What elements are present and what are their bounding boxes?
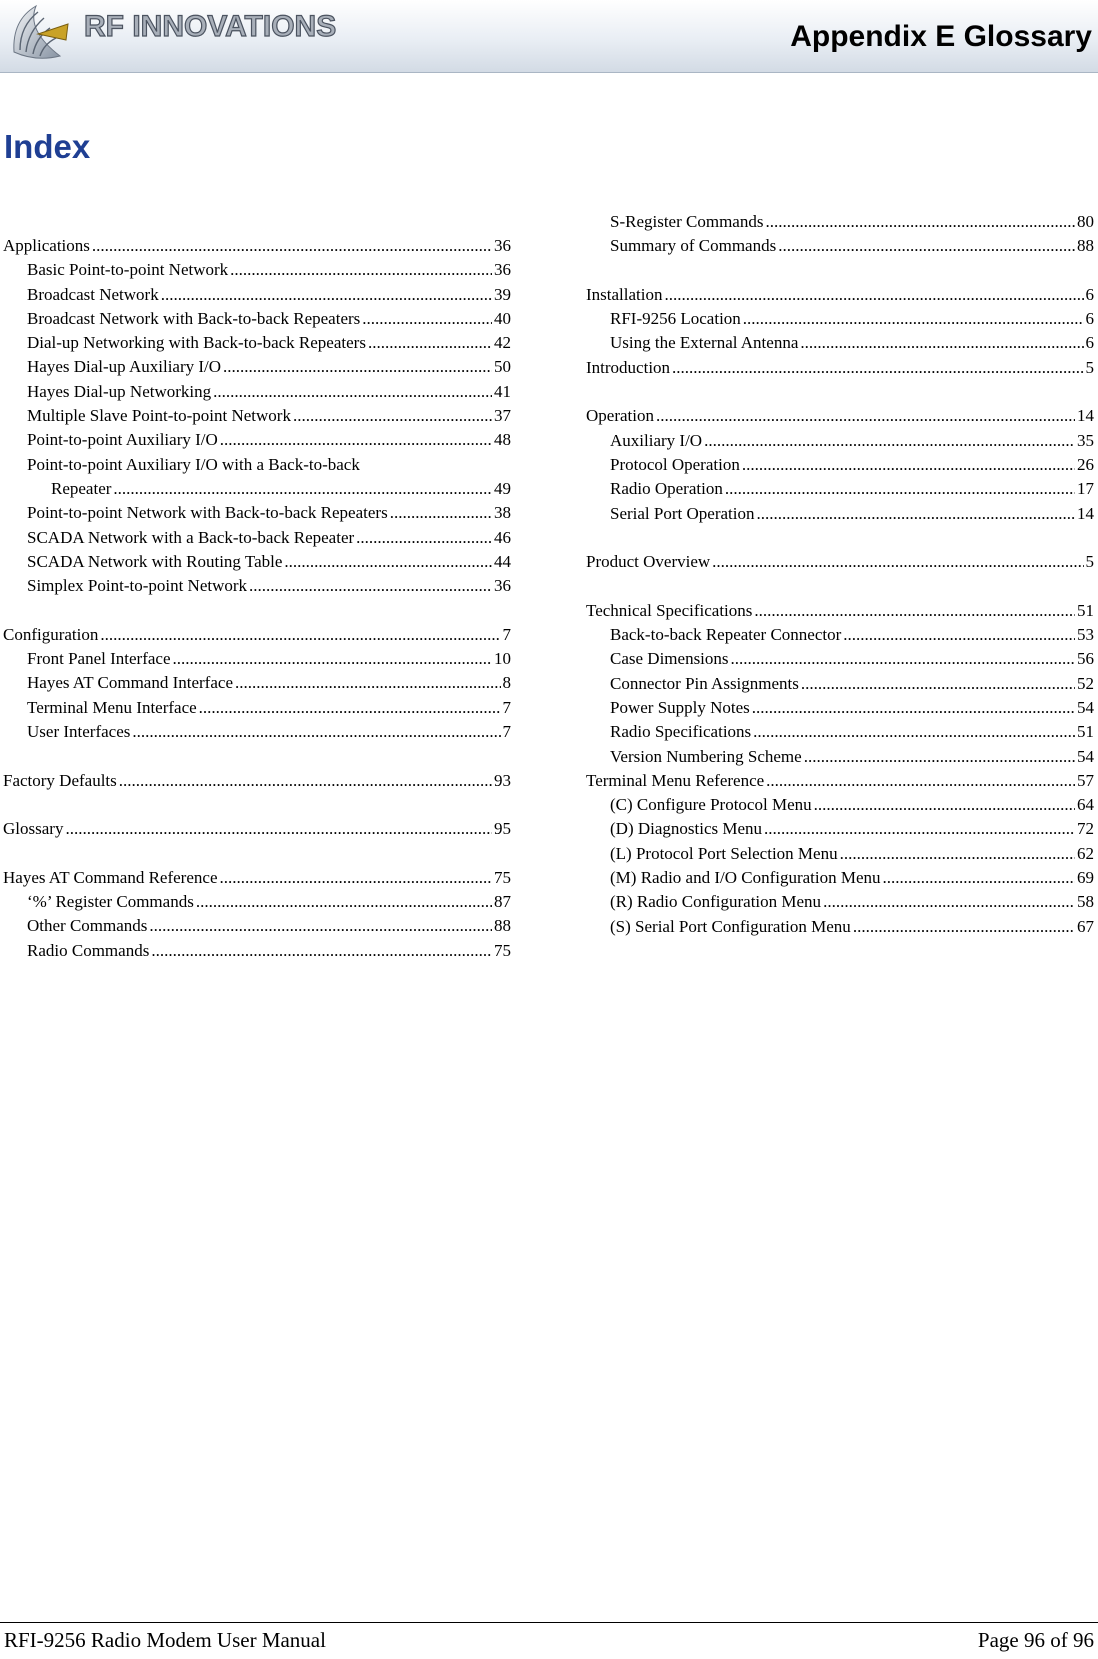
index-entry-label: Point-to-point Auxiliary I/O with a Back-to-back: [27, 454, 360, 474]
index-entry-label: Broadcast Network with Back-to-back Repeaters: [27, 308, 361, 328]
dot-leader: [764, 817, 1075, 841]
dot-leader: [766, 769, 1075, 793]
index-entry[interactable]: [586, 696, 1094, 720]
dot-leader: [778, 234, 1075, 258]
index-entry-page: 36: [494, 260, 511, 280]
index-entry-page: 36: [494, 236, 511, 255]
dot-leader: [219, 866, 492, 890]
index-entry-label: Operation: [586, 406, 654, 426]
index-entry[interactable]: [586, 720, 1094, 744]
index-entry[interactable]: [3, 234, 511, 258]
index-entry[interactable]: [586, 550, 1094, 574]
index-entry-label: (C) Configure Protocol Menu: [610, 795, 812, 815]
dot-leader: [725, 477, 1075, 501]
index-entry-page: 64: [1077, 795, 1094, 815]
index-entry-page: 75: [494, 940, 511, 960]
index-entry-label: Radio Operation: [610, 479, 723, 499]
dot-leader: [284, 550, 492, 574]
dot-leader: [752, 696, 1075, 720]
index-entry-page: 46: [494, 527, 511, 547]
index-entry-label: Case Dimensions: [610, 649, 729, 669]
dot-leader: [223, 355, 492, 379]
index-entry-page: 6: [1085, 309, 1094, 329]
dot-leader: [823, 890, 1075, 914]
index-entry[interactable]: [3, 574, 511, 598]
index-entry[interactable]: [586, 234, 1094, 258]
index-entry-page: 58: [1077, 892, 1094, 912]
index-entry[interactable]: [586, 915, 1094, 939]
page-header: [0, 0, 1098, 73]
index-gap: [586, 380, 1094, 404]
index-entry-page: 69: [1077, 868, 1094, 888]
dot-leader: [814, 793, 1075, 817]
index-entry-page: 51: [1077, 722, 1094, 742]
dot-leader: [293, 404, 492, 428]
index-entry[interactable]: [586, 283, 1094, 307]
index-entry[interactable]: [3, 355, 511, 379]
index-entry-label: Hayes AT Command Reference: [3, 867, 218, 887]
index-entry[interactable]: [586, 769, 1094, 793]
index-entry-label: S-Register Commands: [610, 212, 764, 231]
index-entry-page: 6: [1085, 333, 1094, 353]
index-entry[interactable]: [3, 477, 511, 501]
index-entry[interactable]: [3, 720, 511, 744]
index-entry-page: 7: [502, 697, 511, 717]
index-entry-label: Multiple Slave Point-to-point Network: [27, 406, 291, 426]
index-entry-page: 8: [502, 673, 511, 693]
index-entry[interactable]: [586, 429, 1094, 453]
index-entry[interactable]: [3, 769, 511, 793]
index-entry-page: 44: [494, 551, 511, 571]
dot-leader: [151, 939, 492, 963]
index-entry[interactable]: [586, 453, 1094, 477]
index-entry[interactable]: [3, 647, 511, 671]
index-entry-label: (R) Radio Configuration Menu: [610, 892, 822, 912]
index-entry[interactable]: [3, 696, 511, 720]
index-entry[interactable]: [586, 647, 1094, 671]
index-entry-page: 37: [494, 406, 511, 426]
index-entry-label: Power Supply Notes: [610, 697, 750, 717]
index-entry-page: 50: [494, 357, 511, 377]
index-entry-page: 17: [1077, 479, 1094, 499]
index-entry-label: Front Panel Interface: [27, 649, 171, 669]
index-entry[interactable]: [3, 283, 511, 307]
index-gap: [3, 744, 511, 768]
index-entry-page: 54: [1077, 746, 1094, 766]
index-entry-label: Simplex Point-to-point Network: [27, 576, 248, 596]
dot-leader: [883, 866, 1075, 890]
index-entry[interactable]: [586, 599, 1094, 623]
dot-leader: [840, 842, 1075, 866]
index-entry-page: 41: [494, 381, 511, 401]
index-entry-label: Radio Commands: [27, 940, 150, 960]
index-entry-page: 54: [1077, 697, 1094, 717]
logo-text: RF INNOVATIONS: [84, 10, 337, 43]
index-entry[interactable]: [3, 890, 511, 914]
index-entry[interactable]: [3, 453, 511, 477]
index-entry[interactable]: [3, 331, 511, 355]
dot-leader: [92, 234, 492, 258]
index-entry-label: Terminal Menu Interface: [27, 697, 197, 717]
index-entry[interactable]: [3, 526, 511, 550]
dot-leader: [853, 915, 1075, 939]
dot-leader: [672, 356, 1083, 380]
index-entry-page: 88: [1077, 236, 1094, 256]
index-entry-page: 80: [1077, 212, 1094, 231]
index-entry-page: 26: [1077, 454, 1094, 474]
dot-leader: [113, 477, 492, 501]
dot-leader: [843, 623, 1075, 647]
index-entry[interactable]: [3, 307, 511, 331]
rf-innovations-logo: [6, 0, 366, 64]
index-entry[interactable]: [3, 380, 511, 404]
dot-leader: [362, 307, 492, 331]
index-entry-label: Glossary: [3, 819, 64, 839]
dot-leader: [100, 623, 500, 647]
index-entry-label: Repeater: [51, 478, 112, 498]
index-entry[interactable]: [586, 672, 1094, 696]
index-entry[interactable]: [586, 842, 1094, 866]
index-entry-label: Introduction: [586, 357, 671, 377]
index-gap: [586, 259, 1094, 283]
index-entry[interactable]: [3, 404, 511, 428]
index-entry[interactable]: [586, 356, 1094, 380]
index-entry-label: Broadcast Network: [27, 284, 159, 304]
index-entry-label: Factory Defaults: [3, 770, 117, 790]
index-entry-label: Version Numbering Scheme: [610, 746, 802, 766]
index-column-right: [586, 210, 1094, 939]
dot-leader: [173, 647, 493, 671]
index-entry-label: Point-to-point Network with Back-to-back Repeaters: [27, 503, 388, 523]
dot-leader: [743, 307, 1084, 331]
index-entry-label: Dial-up Networking with Back-to-back Repeaters: [27, 333, 366, 353]
index-gap: [3, 793, 511, 817]
index-entry[interactable]: [3, 671, 511, 695]
header-title: Appendix E Glossary: [790, 20, 1092, 53]
index-entry-label: Technical Specifications: [586, 600, 753, 620]
dot-leader: [731, 647, 1075, 671]
index-entry-label: RFI-9256 Location: [610, 309, 741, 329]
index-entry[interactable]: [3, 914, 511, 938]
index-entry[interactable]: [3, 623, 511, 647]
index-entry-page: 57: [1077, 770, 1094, 790]
index-entry[interactable]: [3, 866, 511, 890]
index-entry-label: Auxiliary I/O: [610, 430, 703, 450]
index-gap: [586, 526, 1094, 550]
index-entry-page: 56: [1077, 649, 1094, 669]
dot-leader: [356, 526, 492, 550]
footer-divider: [0, 1622, 1098, 1623]
dot-leader: [119, 769, 492, 793]
dot-leader: [161, 283, 492, 307]
index-entry-page: 14: [1077, 503, 1094, 523]
index-entry-page: 35: [1077, 430, 1094, 450]
index-entry-label: Protocol Operation: [610, 454, 740, 474]
dot-leader: [664, 283, 1083, 307]
index-entry-page: 93: [494, 770, 511, 790]
index-entry[interactable]: [3, 501, 511, 525]
index-entry-page: 6: [1085, 284, 1094, 304]
dot-leader: [213, 380, 492, 404]
index-entry-page: 49: [494, 478, 511, 498]
dot-leader: [390, 501, 492, 525]
index-entry-page: 53: [1077, 625, 1094, 645]
index-entry-label: Radio Specifications: [610, 722, 752, 742]
satellite-dish-icon: [14, 6, 68, 58]
index-entry[interactable]: [3, 258, 511, 282]
dot-leader: [712, 550, 1083, 574]
dot-leader: [756, 502, 1075, 526]
index-entry-page: 88: [494, 916, 511, 936]
dot-leader: [235, 671, 501, 695]
index-entry-page: 67: [1077, 916, 1094, 936]
index-entry[interactable]: [3, 939, 511, 963]
dot-leader: [765, 210, 1075, 234]
dot-leader: [220, 428, 492, 452]
index-entry-page: 75: [494, 867, 511, 887]
dot-leader: [249, 574, 492, 598]
index-column-left: [3, 234, 511, 963]
index-entry-page: 48: [494, 430, 511, 450]
index-entry-label: (L) Protocol Port Selection Menu: [610, 843, 838, 863]
index-entry-label: ‘%’ Register Commands: [27, 892, 194, 912]
index-entry-label: (D) Diagnostics Menu: [610, 819, 763, 839]
index-entry[interactable]: [586, 745, 1094, 769]
dot-leader: [800, 331, 1083, 355]
index-entry[interactable]: [586, 307, 1094, 331]
index-entry[interactable]: [586, 866, 1094, 890]
index-entry[interactable]: [586, 331, 1094, 355]
index-entry-page: 51: [1077, 600, 1094, 620]
index-entry-page: 95: [494, 819, 511, 839]
index-entry-label: SCADA Network with Routing Table: [27, 551, 283, 571]
index-entry-page: 7: [502, 624, 511, 644]
index-entry-label: Basic Point-to-point Network: [27, 260, 229, 280]
dot-leader: [804, 745, 1075, 769]
index-entry[interactable]: [586, 817, 1094, 841]
index-entry-label: SCADA Network with a Back-to-back Repeater: [27, 527, 355, 547]
index-entry-label: Hayes AT Command Interface: [27, 673, 233, 693]
index-entry-page: 5: [1085, 357, 1094, 377]
index-entry-label: Installation: [586, 284, 663, 304]
dot-leader: [132, 720, 500, 744]
index-entry-label: Other Commands: [27, 916, 148, 936]
index-entry-label: Configuration: [3, 624, 99, 644]
index-entry-label: Terminal Menu Reference: [586, 770, 765, 790]
index-entry-page: 39: [494, 284, 511, 304]
index-entry-page: 42: [494, 333, 511, 353]
dot-leader: [199, 696, 501, 720]
footer-manual-title: RFI-9256 Radio Modem User Manual: [4, 1628, 326, 1652]
index-entry-label: Summary of Commands: [610, 236, 777, 256]
index-entry-label: Product Overview: [586, 552, 711, 572]
index-entry-page: 14: [1077, 406, 1094, 426]
dot-leader: [656, 404, 1075, 428]
dot-leader: [801, 672, 1075, 696]
index-entry-label: Back-to-back Repeater Connector: [610, 625, 842, 645]
index-entry-label: Point-to-point Auxiliary I/O: [27, 430, 218, 450]
index-entry[interactable]: [586, 502, 1094, 526]
index-entry[interactable]: [586, 210, 1094, 234]
index-entry[interactable]: [3, 817, 511, 841]
dot-leader: [368, 331, 492, 355]
index-entry-page: 62: [1077, 843, 1094, 863]
dot-leader: [754, 599, 1075, 623]
dot-leader: [753, 720, 1075, 744]
index-entry-page: 7: [502, 721, 511, 741]
dot-leader: [149, 914, 492, 938]
index-entry[interactable]: [586, 404, 1094, 428]
index-entry-label: User Interfaces: [27, 721, 131, 741]
index-entry[interactable]: [3, 428, 511, 452]
index-entry-page: 38: [494, 503, 511, 523]
index-entry[interactable]: [586, 890, 1094, 914]
index-entry-page: 36: [494, 576, 511, 596]
index-entry-page: 87: [494, 892, 511, 912]
index-gap: [586, 574, 1094, 598]
index-gap: [3, 841, 511, 865]
index-entry[interactable]: [586, 623, 1094, 647]
index-entry[interactable]: [586, 793, 1094, 817]
page-title: Index: [4, 128, 91, 165]
footer-page-number: Page 96 of 96: [977, 1628, 1094, 1652]
dot-leader: [742, 453, 1075, 477]
index-entry-label: (S) Serial Port Configuration Menu: [610, 916, 851, 936]
index-gap: [3, 598, 511, 622]
dot-leader: [65, 817, 492, 841]
dot-leader: [230, 258, 492, 282]
index-entry-label: Using the External Antenna: [610, 333, 799, 353]
index-entry-page: 52: [1077, 673, 1094, 693]
dot-leader: [196, 890, 492, 914]
index-entry[interactable]: [3, 550, 511, 574]
index-entry-page: 40: [494, 308, 511, 328]
index-entry-label: Hayes Dial-up Networking: [27, 381, 212, 401]
index-entry-label: (M) Radio and I/O Configuration Menu: [610, 868, 881, 888]
index-entry[interactable]: [586, 477, 1094, 501]
index-entry-label: Serial Port Operation: [610, 503, 755, 523]
index-entry-label: Hayes Dial-up Auxiliary I/O: [27, 357, 222, 377]
index-entry-page: 5: [1085, 552, 1094, 572]
index-entry-page: 10: [494, 649, 511, 669]
index-entry-page: 72: [1077, 819, 1094, 839]
index-entry-label: Applications: [3, 236, 90, 255]
dot-leader: [704, 429, 1075, 453]
index-entry-label: Connector Pin Assignments: [610, 673, 799, 693]
